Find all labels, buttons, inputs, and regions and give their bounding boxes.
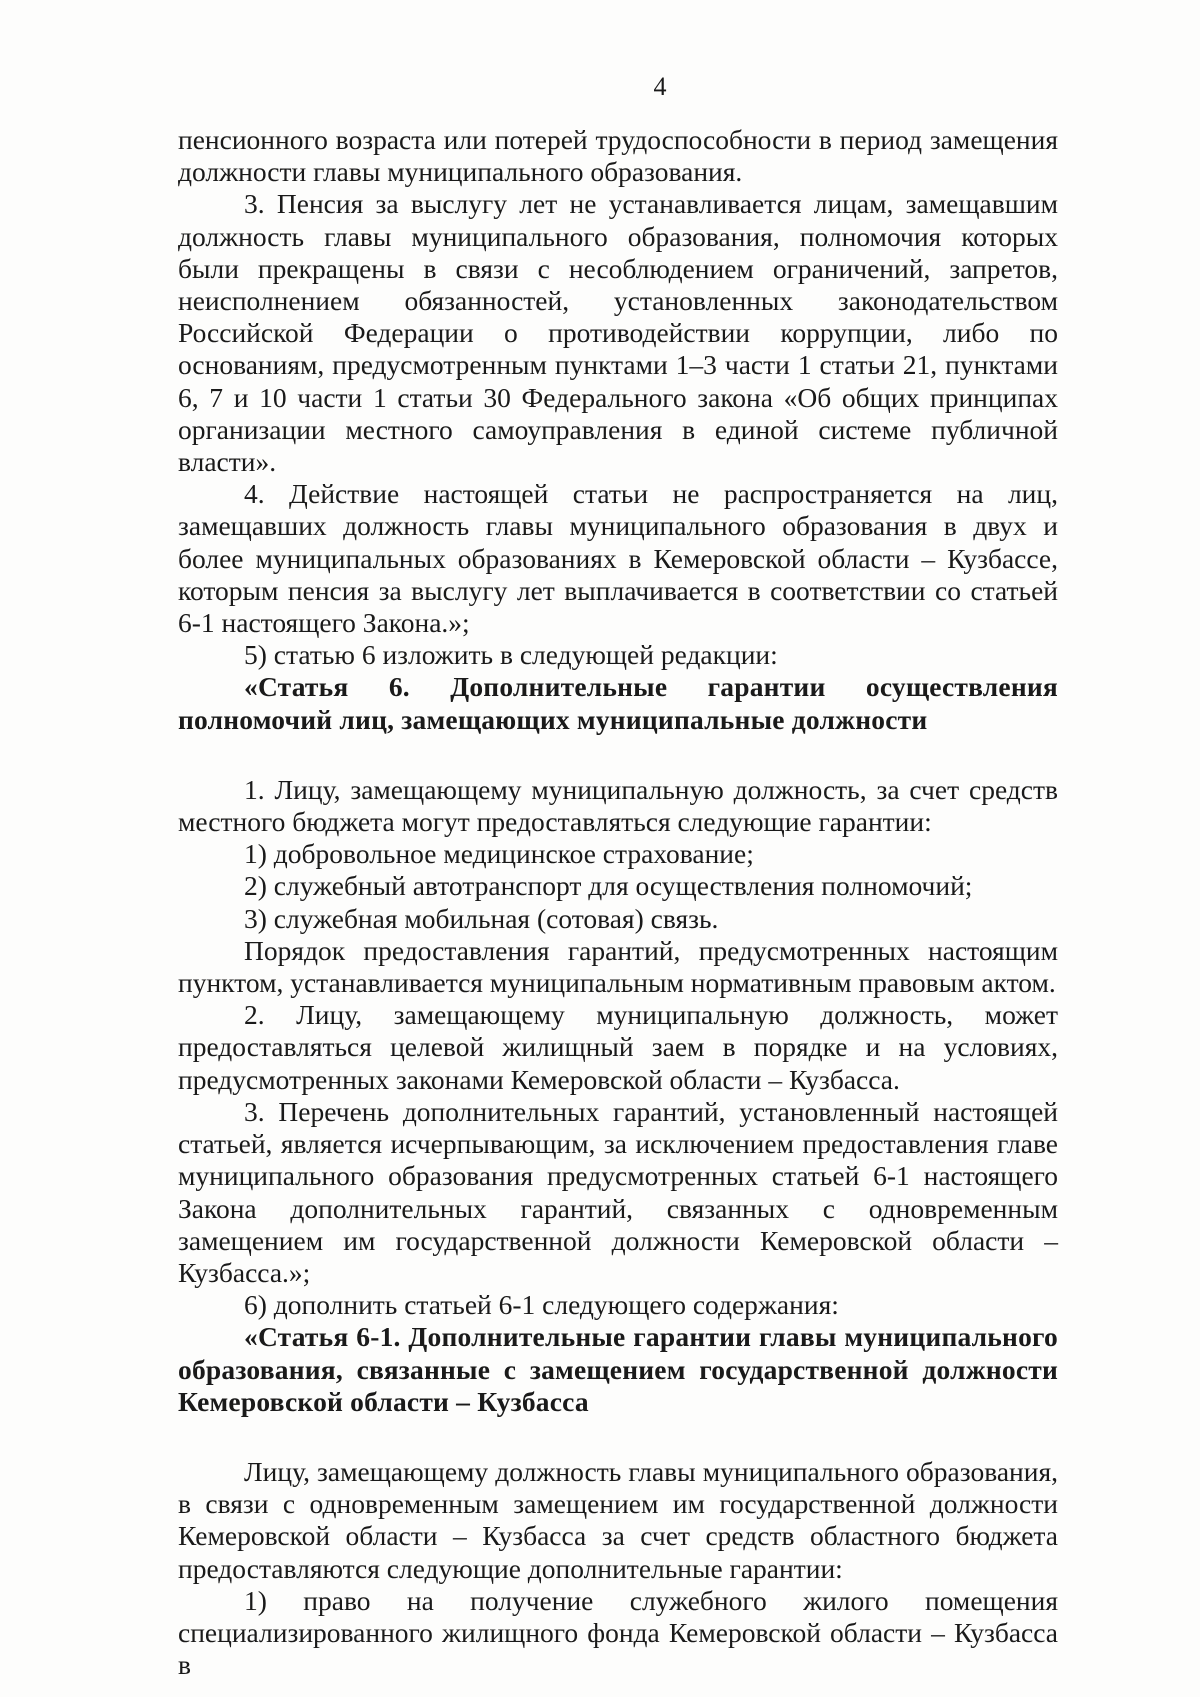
spacer bbox=[178, 1418, 1058, 1456]
guarantee-list-item-1: 1) добровольное медицинское страхование; bbox=[244, 838, 754, 870]
article-6-item-1: 1. Лицу, замещающему муниципальную должность, за счет средств местного бюджета могут предоставляться следующие гарантии: bbox=[178, 773, 1058, 838]
article-6-item-3: 3. Перечень дополнительных гарантий, установленный настоящей статьей, является исчерпывающим, за исключением предоставления главе муниципального образования предусмотренных статьей 6-1 настоящего Закона дополнительных гарантий, связанных с одновременным замещением им государственной должности Кемеровской области – Кузбасса.»; bbox=[178, 1095, 1058, 1288]
guarantee-list-item-2: 2) служебный автотранспорт для осуществления полномочий; bbox=[244, 870, 973, 902]
paragraph-item-4: 4. Действие настоящей статьи не распространяется на лиц, замещавших должность главы муниципального образования в двух и более муниципальных образованиях в Кемеровской области – Кузбассе, которым пенсия за выслугу лет выплачивается в соответствии со статьей 6-1 настоящего Закона.»; bbox=[178, 478, 1058, 639]
guarantee-procedure: Порядок предоставления гарантий, предусмотренных настоящим пунктом, устанавливается муниципальным нормативным правовым актом. bbox=[178, 934, 1058, 999]
article-6-1-body: Лицу, замещающему должность главы муниципального образования, в связи с одновременным замещением им государственной должности Кемеровской области – Кузбасса за счет средств областного бюджета предоставляются следующие дополнительные гарантии: bbox=[178, 1455, 1058, 1584]
document-body bbox=[178, 124, 1058, 1681]
paragraph-item-3: 3. Пенсия за выслугу лет не устанавливается лицам, замещавшим должность главы муниципального образования, полномочия которых были прекращены в связи с несоблюдением ограничений, запретов, неисполнением обязанностей, установленных законодательством Российской Федерации о противодействии коррупции, либо по основаниям, предусмотренным пунктами 1–3 части 1 статьи 21, пунктами 6, 7 и 10 части 1 статьи 30 Федерального закона «Об общих принципах организации местного самоуправления в единой системе публичной власти». bbox=[178, 188, 1058, 478]
paragraph-amendment-6: 6) дополнить статьей 6-1 следующего содержания: bbox=[244, 1289, 839, 1321]
guarantee-list-item-3: 3) служебная мобильная (сотовая) связь. bbox=[244, 902, 719, 934]
paragraph-amendment-5: 5) статью 6 изложить в следующей редакции: bbox=[244, 639, 778, 671]
page-number: 4 bbox=[653, 72, 667, 101]
article-6-1-heading: «Статья 6-1. Дополнительные гарантии главы муниципального образования, связанные с замещением государственной должности Кемеровской области – Кузбасса bbox=[178, 1321, 1058, 1417]
article-6-heading: «Статья 6. Дополнительные гарантии осуществления полномочий лиц, замещающих муниципальные должности bbox=[178, 671, 1058, 735]
article-6-item-2: 2. Лицу, замещающему муниципальную должность, может предоставляться целевой жилищный заем в порядке и на условиях, предусмотренных законами Кемеровской области – Кузбасса. bbox=[178, 999, 1058, 1095]
paragraph-continuation: пенсионного возраста или потерей трудоспособности в период замещения должности главы муниципального образования. bbox=[178, 124, 1058, 188]
spacer bbox=[178, 736, 1058, 774]
article-6-1-item-1: 1) право на получение служебного жилого помещения специализированного жилищного фонда Кемеровской области – Кузбасса в bbox=[178, 1584, 1058, 1681]
